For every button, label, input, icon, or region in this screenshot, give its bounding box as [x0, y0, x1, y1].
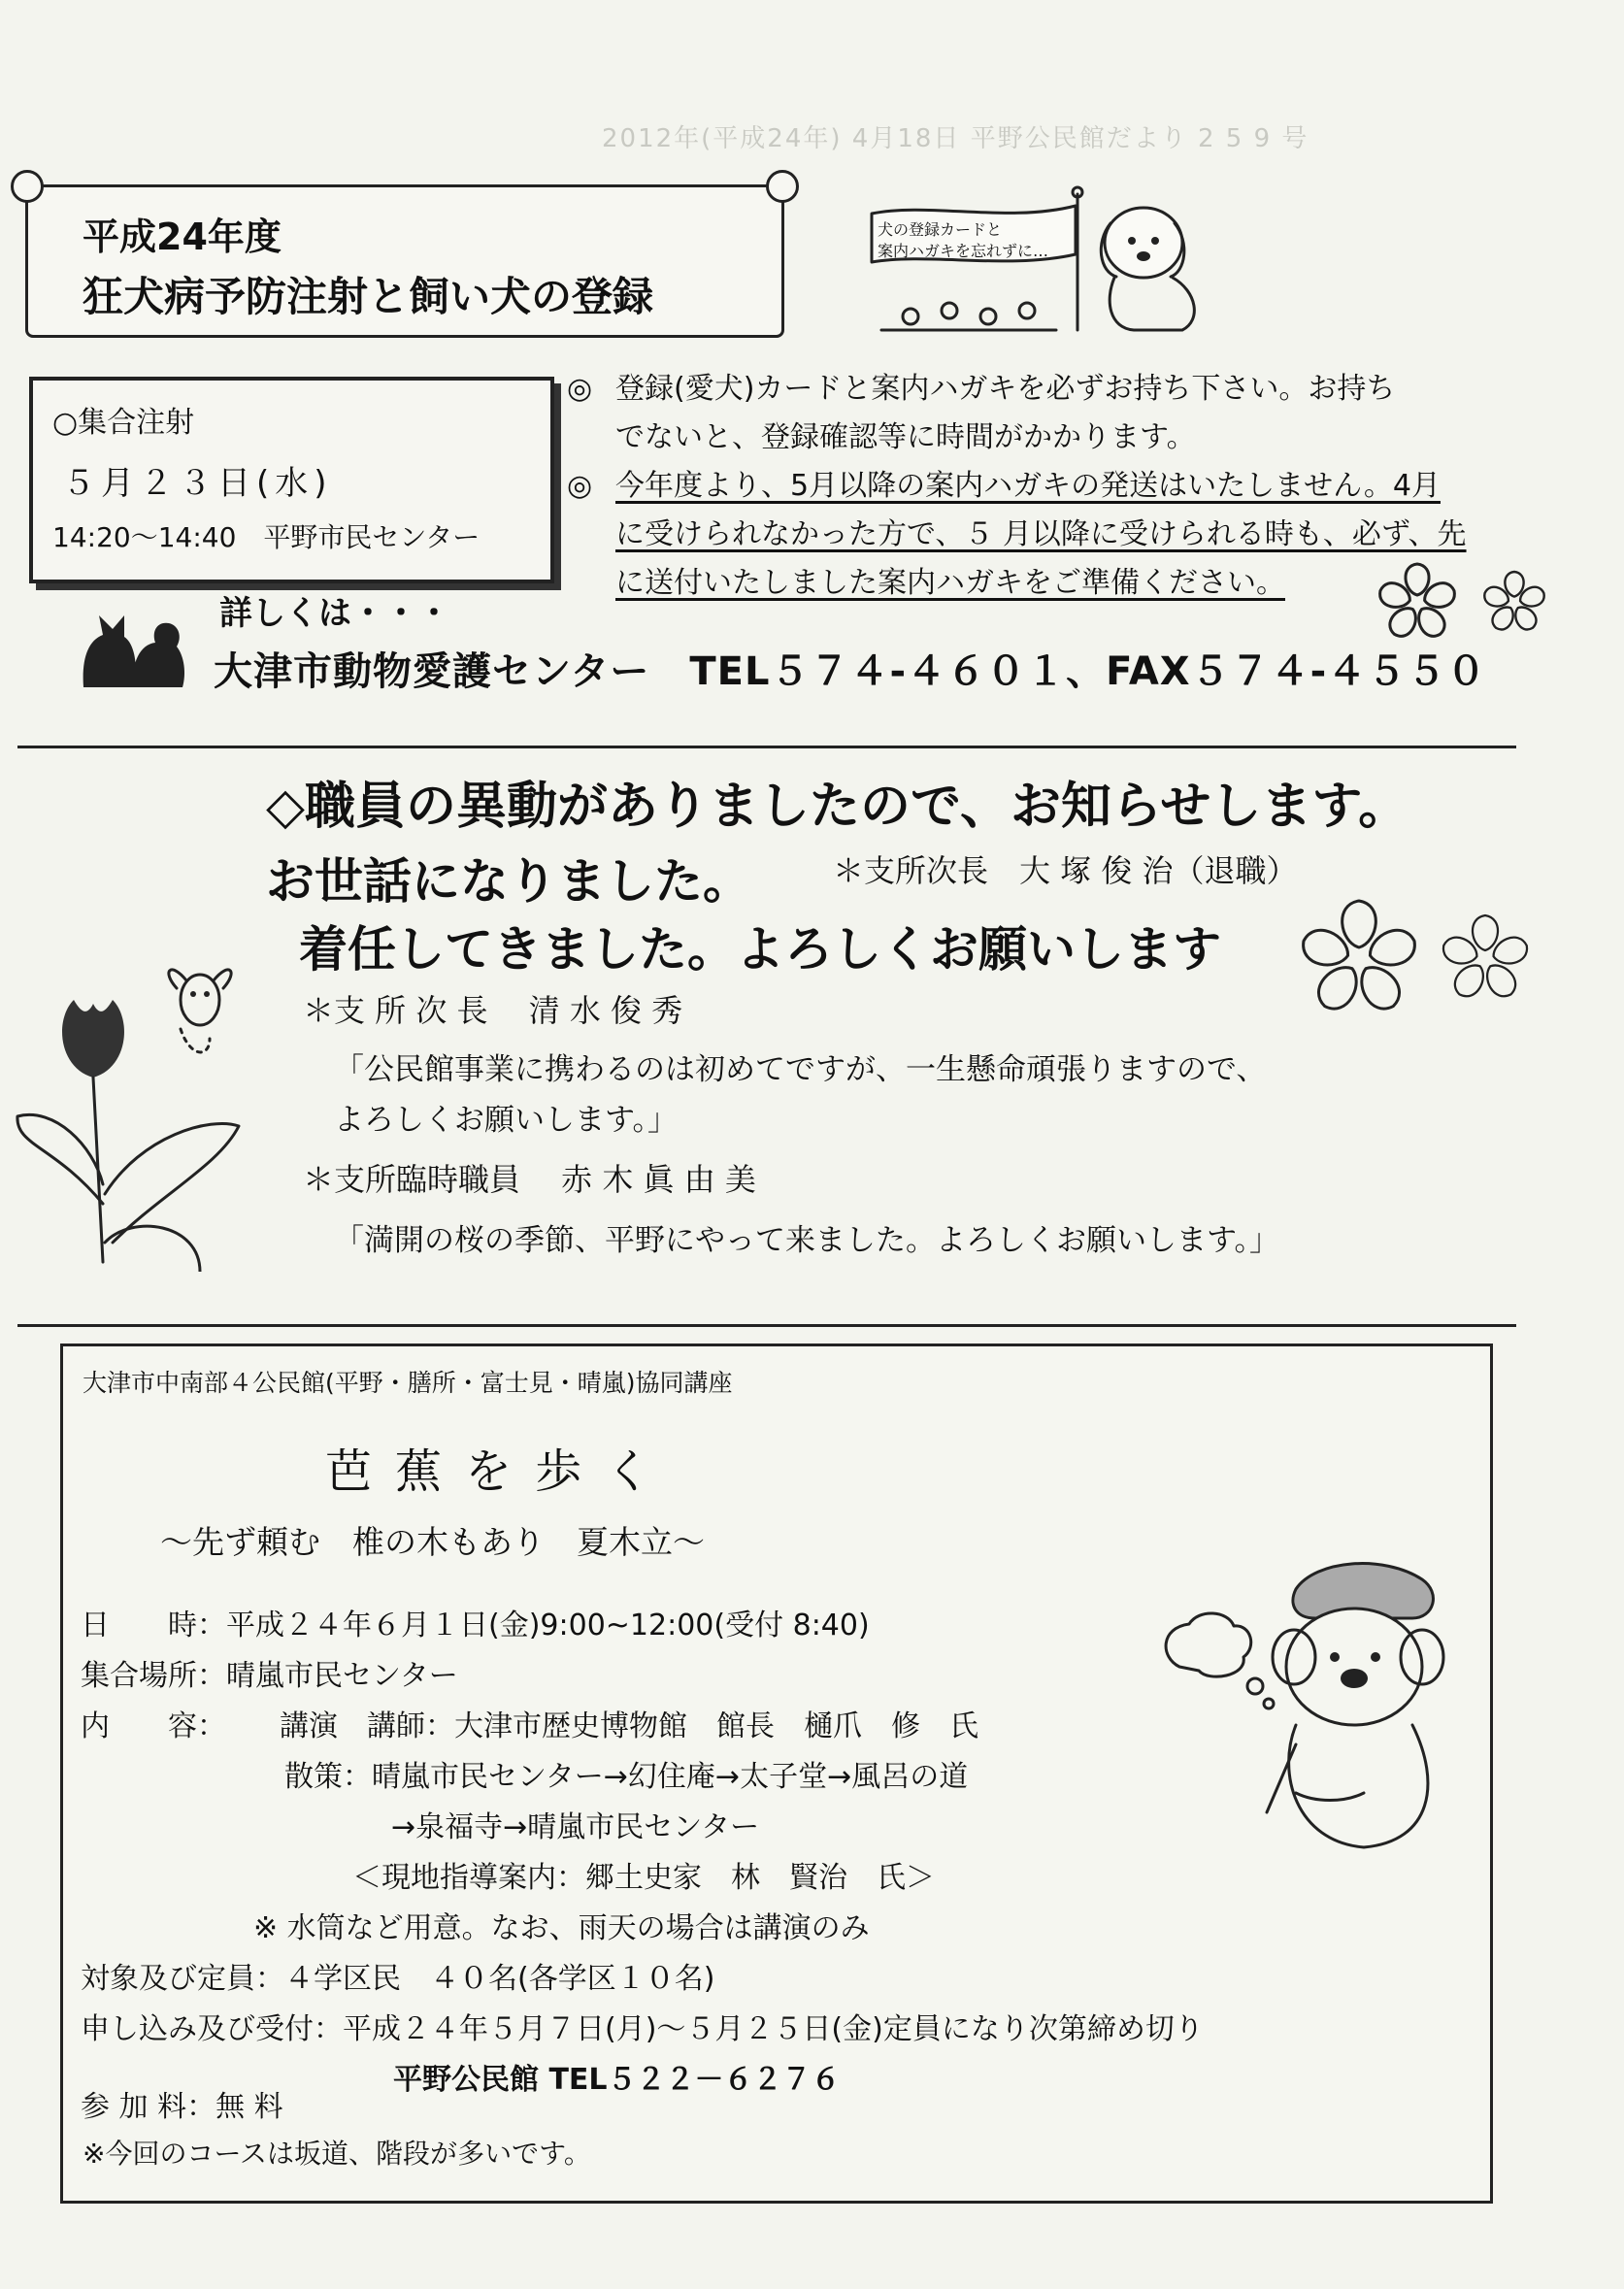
- lecture-subtitle: ～先ず頼む 椎の木もあり 夏木立～: [160, 1523, 705, 1561]
- staff-akagi: ＊支所臨時職員 赤 木 眞 由 美: [303, 1161, 756, 1198]
- row-fee-label: 参 加 料：: [81, 2090, 216, 2124]
- row-capacity-label: 対象及び定員：: [81, 1962, 284, 1996]
- row-meeting-place-value: 晴嵐市民センター: [226, 1659, 458, 1693]
- notice-1: [567, 365, 1479, 462]
- thanks-heading: お世話になりました。: [266, 853, 751, 910]
- lecture-title: 芭蕉を歩く: [325, 1444, 676, 1499]
- row-walk-2: [391, 1803, 759, 1845]
- row-application-label: 申し込み及び受付：: [81, 2012, 343, 2046]
- divider-2: [17, 1324, 1516, 1327]
- notice-2: [567, 462, 1479, 608]
- staff-akagi-quote: 「満開の桜の季節、平野にやって来ました。よろしくお願いします。」: [334, 1223, 1280, 1258]
- lecture-organizers: 大津市中南部４公民館(平野・膳所・富士見・晴嵐)協同講座: [83, 1369, 733, 1397]
- dog-with-flag-icon: [862, 184, 1211, 340]
- schedule-date: ５月２３日(水): [62, 464, 333, 503]
- faint-header: 2012年(平成24年) 4月18日 平野公民館だより 2 5 9 号: [602, 124, 1309, 153]
- dog-sign-line-1: 犬の登録カードと: [878, 220, 1003, 239]
- row-content: [81, 1702, 978, 1744]
- shimizu-quote-line-2: よろしくお願いします。」: [334, 1103, 679, 1138]
- injection-schedule-box: [29, 377, 554, 583]
- scroll-curl-right-icon: [766, 170, 799, 203]
- staff-shimizu: ＊支 所 次 長 清 水 俊 秀: [303, 992, 683, 1029]
- row-note-value: ※ 水筒など用意。なお、雨天の場合は講演のみ: [253, 1911, 870, 1945]
- row-walk: [284, 1752, 968, 1795]
- notice-2-line-3: に送付いたしました案内ハガキをご準備ください。: [615, 566, 1285, 600]
- row-capacity-value: ４学区民 ４０名(各学区１０名): [284, 1962, 715, 1996]
- staff-shimizu-quote: [334, 1045, 1450, 1145]
- row-date-label: 日 時：: [81, 1609, 226, 1642]
- koala-mascot-icon: [1150, 1550, 1471, 1861]
- new-staff-heading: 着任してきました。よろしくお願いします: [299, 921, 1221, 978]
- details-label: 詳しくは・・・: [219, 594, 450, 633]
- notice-2-line-2: に受けられなかった方で、５ 月以降に受けられる時も、必ず、先: [615, 517, 1467, 551]
- notice-2-mark: ◎: [567, 469, 593, 503]
- dog-sign-line-2: 案内ハガキを忘れずに…: [878, 242, 1049, 260]
- row-capacity: [81, 1954, 714, 1997]
- staff-change-title: ◇職員の異動がありましたので、お知らせします。: [266, 778, 1409, 836]
- row-note: [253, 1904, 870, 1946]
- title-main: 狂犬病予防注射と飼い犬の登録: [83, 273, 654, 320]
- row-contact: [393, 2055, 841, 2098]
- dog-sign-text: [878, 219, 1048, 262]
- shimizu-quote-line-1: 「公民館事業に携わるのは初めてですが、一生懸命頑張りますので、: [334, 1052, 1267, 1087]
- row-walk-value: 散策：晴嵐市民センター→幻住庵→太子堂→風呂の道: [284, 1760, 969, 1794]
- row-content-value: 講演 講師：大津市歴史博物館 館長 樋爪 修 氏: [280, 1709, 978, 1743]
- schedule-time-place: 14:20～14:40 平野市民センター: [52, 521, 481, 553]
- row-meeting-place: [81, 1651, 458, 1694]
- row-application-value: 平成２４年５月７日(月)～５月２５日(金)定員になり次第締め切り: [343, 2012, 1204, 2046]
- row-date: [81, 1601, 870, 1643]
- row-fee: [81, 2082, 283, 2125]
- lecture-footnote: ※今回のコースは坂道、階段が多いです。: [83, 2138, 591, 2170]
- row-guide: [352, 1853, 935, 1896]
- notice-1-line-1: 登録(愛犬)カードと案内ハガキを必ずお持ち下さい。お持ち: [615, 372, 1396, 406]
- row-walk-2-value: →泉福寺→晴嵐市民センター: [391, 1810, 760, 1844]
- tulip-and-bee-icon: [16, 951, 287, 1272]
- row-date-value: 平成２４年６月１日(金)9:00~12:00(受付 8:40): [226, 1609, 870, 1642]
- retired-staff: ＊支所次長 大 塚 俊 治（退職）: [833, 852, 1298, 889]
- notice-2-line-1: 今年度より、5月以降の案内ハガキの発送はいたしません。4月: [615, 469, 1441, 503]
- sakura-flowers-icon-2: [1281, 881, 1543, 1037]
- notice-1-line-2: でないと、登録確認等に時間がかかります。: [615, 420, 1196, 454]
- cat-and-dog-icon: [74, 602, 190, 689]
- title-year: 平成24年度: [83, 216, 282, 258]
- animal-center-contact: 大津市動物愛護センター TEL５７４-４６０１、FAX５７４-４５５０: [214, 649, 1487, 694]
- divider-1: [17, 746, 1516, 748]
- row-meeting-place-label: 集合場所：: [81, 1659, 226, 1693]
- scroll-curl-left-icon: [11, 170, 44, 203]
- row-guide-value: ＜現地指導案内：郷土史家 林 賢治 氏＞: [352, 1861, 935, 1895]
- rabies-title-banner: [25, 184, 784, 338]
- basho-lecture-box: [60, 1344, 1493, 2204]
- row-application: [81, 2005, 1204, 2047]
- notice-1-mark: ◎: [567, 372, 593, 406]
- row-fee-value: 無 料: [215, 2090, 283, 2124]
- row-content-label: 内 容：: [81, 1709, 226, 1743]
- row-contact-value: 平野公民館 TEL５２２－６２７６: [393, 2063, 841, 2097]
- schedule-heading: ○集合注射: [52, 406, 195, 440]
